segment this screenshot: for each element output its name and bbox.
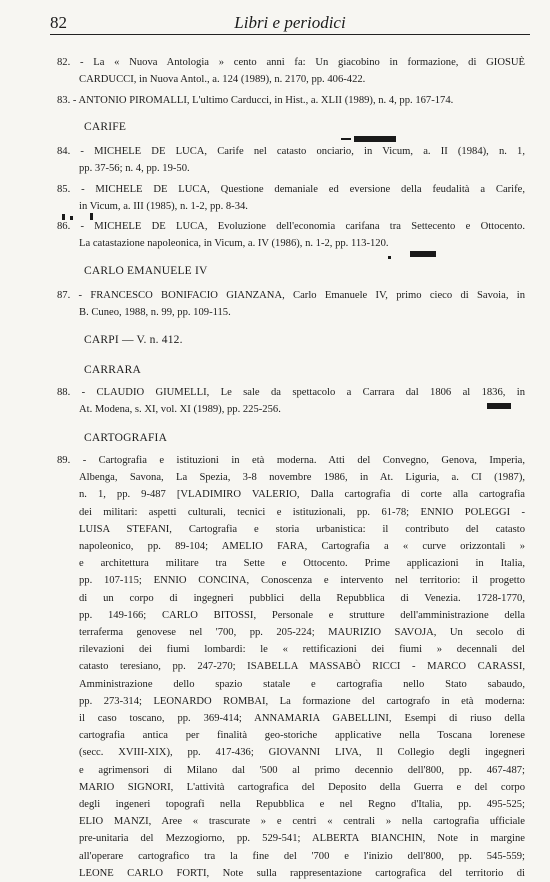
entry-line: Albenga, Savona, La Spezia, 3-8 novembre 1986, in At. Liguria, a. CI (1987), — [79, 472, 525, 484]
section-heading-carife: CARIFE — [84, 121, 127, 133]
bibliography-entry-89 — [57, 452, 525, 882]
entry-line: 88. - CLAUDIO GIUMELLI, Le sale da spettacolo a Carrara dal 1806 al 1836, in — [57, 387, 525, 398]
entry-line: 87. - FRANCESCO BONIFACIO GIANZANA, Carlo Emanuele IV, primo cieco di Savoia, in — [57, 290, 525, 301]
bibliography-entry-83 — [57, 92, 525, 109]
entry-line: Amministrazione dello spazio statale e cartografia nello Stato sabaudo, — [79, 678, 525, 690]
section-heading-cartografia: CARTOGRAFIA — [84, 432, 168, 444]
bibliography-entry-86 — [57, 218, 525, 252]
bibliography-entry-88 — [57, 384, 525, 418]
entry-line: 82. - La « Nuova Antologia » cento anni fa: Un giacobino in formazione, di GIOSUÈ — [57, 57, 525, 68]
entry-line: rilevazioni dei fiumi lombardi: le « rettificazioni dei fiumi » decennali del — [79, 644, 525, 656]
bibliography-entry-87 — [57, 287, 525, 321]
entry-line: 84. - MICHELE DE LUCA, Carife nel catasto onciario, in Vicum, a. II (1984), n. 1, — [57, 146, 525, 157]
section-heading-carrara: CARRARA — [84, 364, 141, 376]
entry-line: degli ingeneri topografi nella Repubblica e nel Regno d'Italia, pp. 495-525; — [79, 799, 525, 811]
entry-line: 83. - ANTONIO PIROMALLI, L'ultimo Carducci, in Hist., a. XLII (1989), n. 4, pp. 167-174. — [57, 95, 454, 106]
entry-line: 89. - Cartografia e istituzioni in età moderna. Atti del Convegno, Genova, Imperia, — [57, 455, 525, 466]
scan-mark — [341, 138, 351, 140]
entry-line: n. 1, pp. 9-487 [VLADIMIRO VALERIO, Dalla cartografia di corte alla cartografia — [79, 489, 525, 501]
bibliography-entry-84 — [57, 143, 525, 177]
page-number: 82 — [50, 13, 67, 32]
entry-line: MARIO SIGNORI, L'attività cartografica del Deposito della Guerra e del corpo — [79, 781, 525, 793]
entry-line: B. Cuneo, 1988, n. 99, pp. 109-115. — [79, 307, 231, 319]
running-title: Libri e periodici — [234, 13, 346, 32]
bibliography-entry-85 — [57, 181, 525, 215]
entry-line: il caso toscano, pp. 369-414; ANNAMARIA GABELLINI, Esempi di riuso della — [79, 713, 525, 725]
scan-mark — [388, 256, 391, 259]
bibliography-entry-82 — [57, 54, 525, 88]
entry-line: e architettura militare tra Sette e Ottocento. Prime applicazioni in Italia, — [79, 558, 525, 570]
entry-line: cartografia antica per finalità geo-storiche applicative nella Toscana lorenese — [79, 730, 525, 742]
entry-line: catasto teresiano, pp. 247-270; ISABELLA MASSABÒ RICCI - MARCO CARASSI, — [79, 661, 525, 673]
section-heading-carpi: CARPI — V. n. 412. — [84, 334, 183, 346]
entry-line: 85. - MICHELE DE LUCA, Questione demaniale ed eversione della feudalità a Carife, — [57, 184, 525, 195]
entry-line: pp. 37-56; n. 4, pp. 19-50. — [79, 163, 190, 175]
entry-line: LEONE CARLO FORTI, Note sulla rappresentazione cartografica del territorio di — [79, 867, 525, 879]
entry-line: in Vicum, a. III (1985), n. 1-2, pp. 8-34. — [79, 201, 248, 213]
entry-line: At. Modena, s. XI, vol. XI (1989), pp. 225-256. — [79, 404, 281, 416]
entry-line: LUISA STEFANI, Cartografia e storia urbanistica: il contributo del catasto — [79, 523, 525, 535]
entry-line: 86. - MICHELE DE LUCA, Evoluzione dell'economia carifana tra Settecento e Ottocento. — [57, 221, 525, 232]
entry-line: pp. 273-314; LEONARDO ROMBAI, La formazione del cartografo in età moderna: — [79, 695, 525, 707]
section-heading-carlo-emanuele: CARLO EMANUELE IV — [84, 265, 208, 277]
scan-mark — [354, 136, 396, 142]
entry-line: pp. 107-115; ENNIO CONCINA, Conoscenza e intervento nel territorio: il progetto — [79, 575, 525, 587]
entry-line: ELIO MANZI, Aree « trascurate » e centri « centrali » nella cartografia ufficiale — [79, 816, 525, 828]
entry-line: La catastazione napoleonica, in Vicum, a. IV (1986), n. 1-2, pp. 113-120. — [79, 238, 389, 250]
entry-line: napoleonico, pp. 89-104; AMELIO FARA, Cartografia a « curve orizzontali » — [79, 541, 525, 553]
entry-line: pp. 149-166; CARLO BITOSSI, Personale e strutture dell'amministrazione della — [79, 609, 525, 621]
scan-mark — [410, 251, 436, 257]
entry-line: di un corpo di ingegneri pubblici della Repubblica di Venezia. 1728-1770, — [79, 592, 525, 604]
entry-line: e agrimensori di Milano dal '500 al primo decennio dell'800, pp. 467-487; — [79, 764, 525, 776]
page-header — [50, 8, 530, 35]
entry-line: terraferma genovese nel '700, pp. 205-224; MAURIZIO SAVOJA, Un secolo di — [79, 627, 525, 639]
entry-line: all'operare cartografico tra la fine del '700 e l'inizio dell'800, pp. 545-559; — [79, 850, 525, 862]
entry-line: CARDUCCI, in Nuova Antol., a. 124 (1989), n. 2170, pp. 406-422. — [79, 74, 366, 86]
entry-line: pre-unitaria del Mezzogiorno, pp. 529-541; ALBERTA BIANCHIN, Note in margine — [79, 833, 525, 845]
scan-mark — [487, 403, 511, 409]
entry-line: dei militari: aspetti culturali, tecnici e istituzionali, pp. 61-78; ENNIO POLEGGI - — [79, 506, 525, 518]
entry-line: (secc. XVIII-XIX), pp. 417-436; GIOVANNI LIVA, Il Collegio degli ingegneri — [79, 747, 525, 759]
